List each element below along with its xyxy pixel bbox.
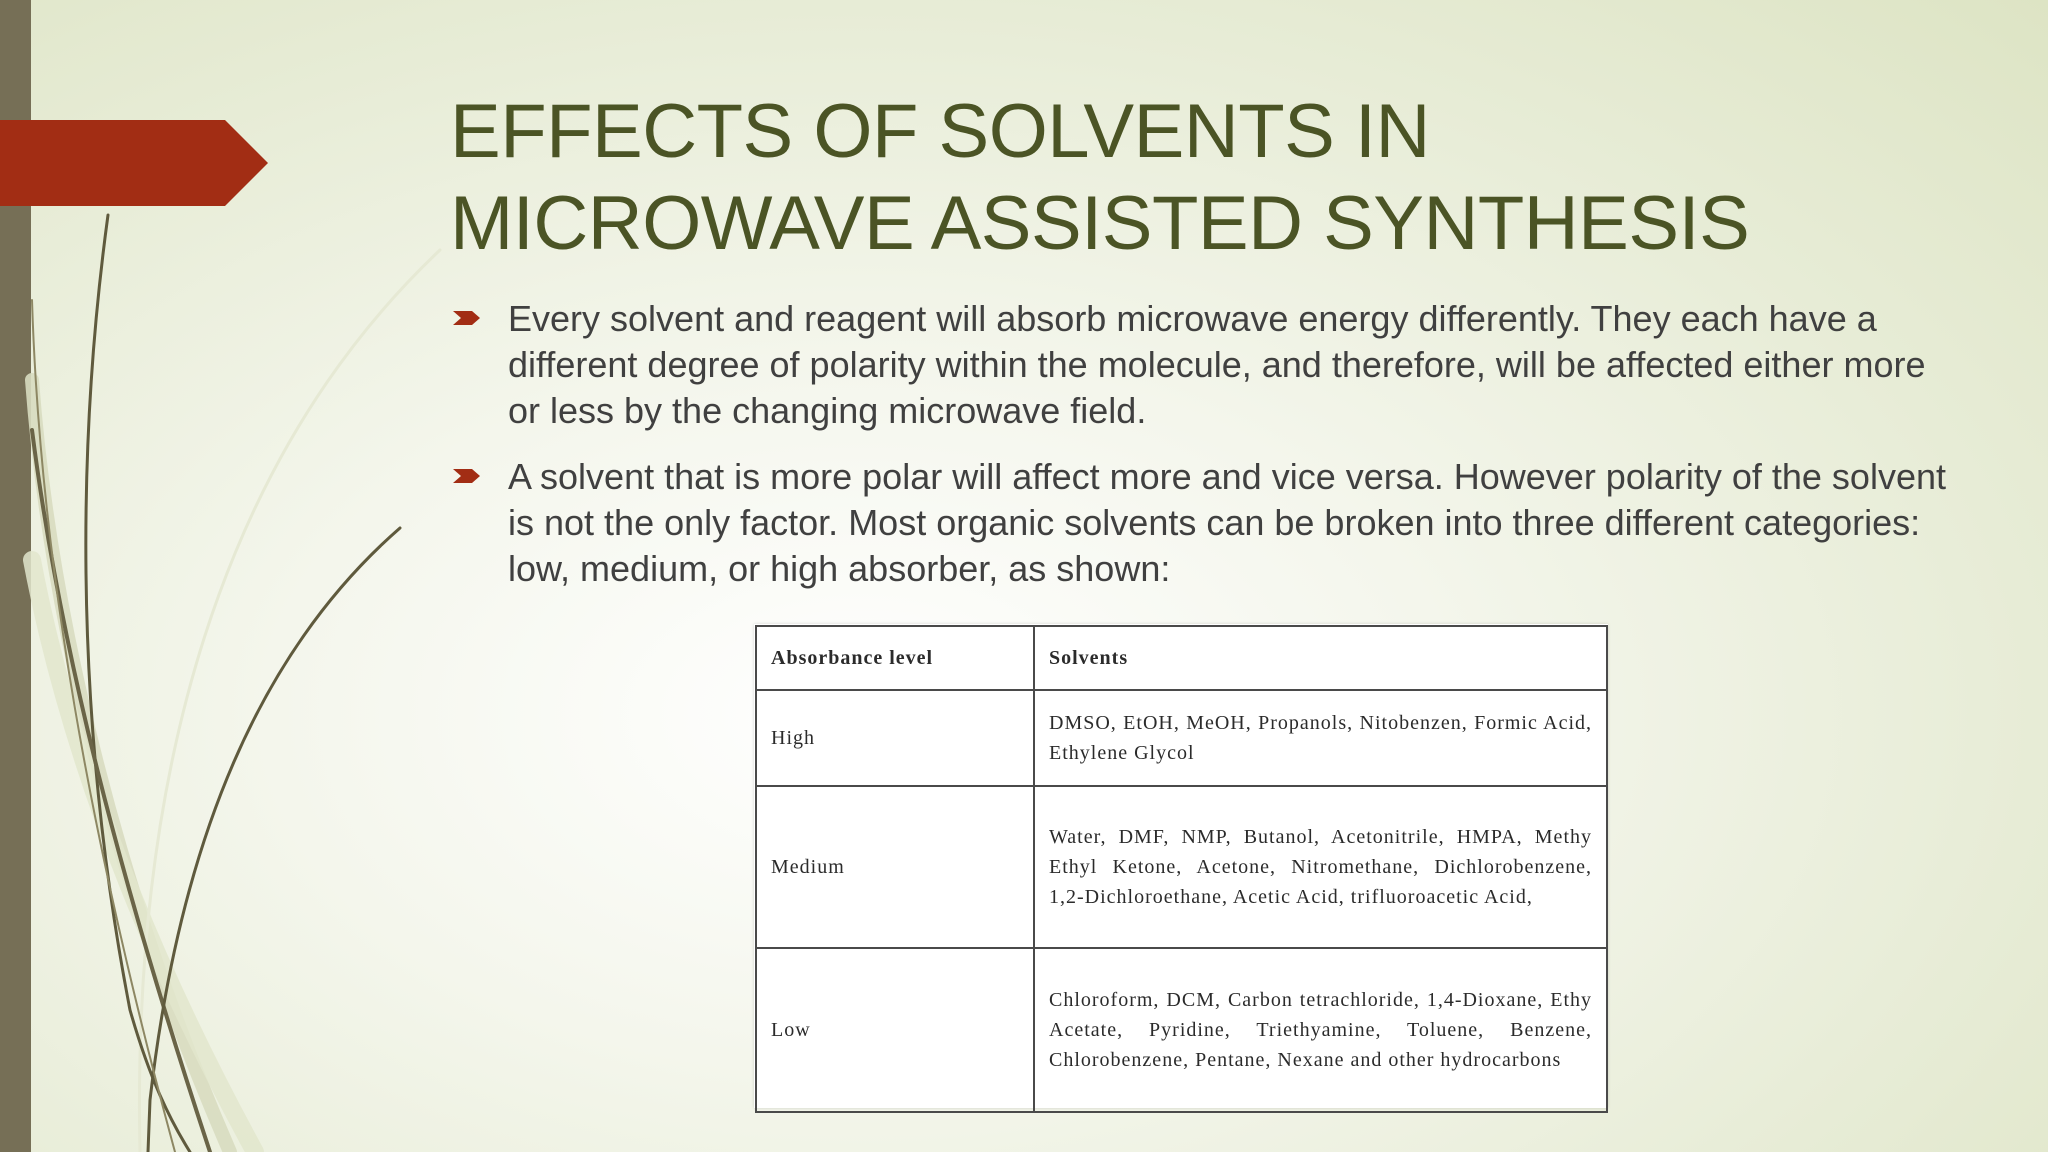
- solvent-table-image: [754, 624, 1608, 1108]
- table-row: [756, 786, 1607, 948]
- table-row: [756, 690, 1607, 786]
- header-absorbance-level: Absorbance level: [756, 626, 1034, 690]
- solvent-absorbance-table: [755, 625, 1608, 1113]
- solvents-cell: Chloroform, DCM, Carbon tetrachloride, 1,4-Dioxane, Ethy Acetate, Pyridine, Triethyamine, Toluene, Benzene, Chlorobenzene, Pentane, Nexane and other hydrocarbons: [1034, 948, 1607, 1112]
- absorbance-level-cell: Medium: [756, 786, 1034, 948]
- slide-title: [450, 86, 1970, 270]
- bullet-item: [450, 296, 1960, 434]
- bullet-item: [450, 454, 1960, 592]
- title-accent-tag: [0, 120, 270, 206]
- solvents-cell: Water, DMF, NMP, Butanol, Acetonitrile, HMPA, Methy Ethyl Ketone, Acetone, Nitromethane, Dichlorobenzene, 1,2-Dichloroethane, Acetic Acid, trifluoroacetic Acid,: [1034, 786, 1607, 948]
- bullet-list: [450, 296, 1960, 612]
- solvents-cell: DMSO, EtOH, MeOH, Propanols, Nitobenzen, Formic Acid, Ethylene Glycol: [1034, 690, 1607, 786]
- slide-title-line-1: EFFECTS OF SOLVENTS IN: [450, 89, 1430, 174]
- header-solvents: Solvents: [1034, 626, 1607, 690]
- table-row: [756, 948, 1607, 1112]
- slide-title-line-2: MICROWAVE ASSISTED SYNTHESIS: [450, 181, 1750, 266]
- arrow-bullet-icon: [453, 466, 483, 486]
- bullet-text: Every solvent and reagent will absorb microwave energy differently. They each have a different degree of polarity within the molecule, and therefore, will be affected either more or less by the changing microwave field.: [508, 298, 1926, 431]
- table-header-row: [756, 626, 1607, 690]
- arrow-bullet-icon: [453, 308, 483, 328]
- absorbance-level-cell: Low: [756, 948, 1034, 1112]
- bullet-text: A solvent that is more polar will affect more and vice versa. However polarity of the solvent is not the only factor. Most organic solvents can be broken into three different categories: low, medium, or high absorber, as shown:: [508, 456, 1946, 589]
- absorbance-level-cell: High: [756, 690, 1034, 786]
